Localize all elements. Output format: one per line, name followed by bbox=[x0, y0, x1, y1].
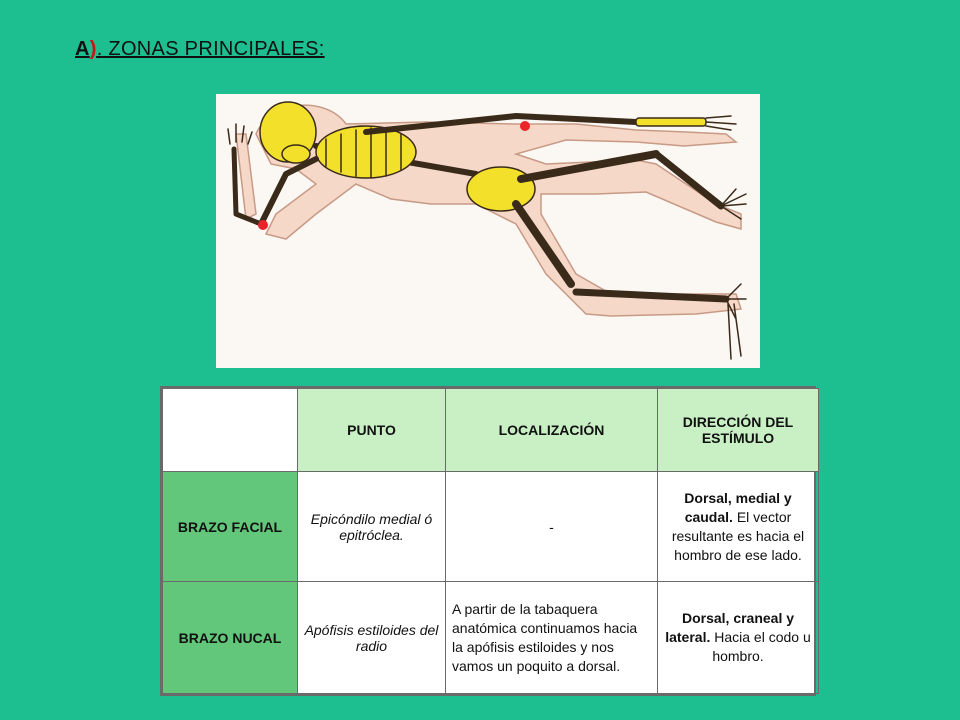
header-direccion: DIRECCIÓN DEL ESTÍMULO bbox=[658, 389, 819, 472]
cell-direccion: Dorsal, craneal y lateral. Hacia el codo u hombro. bbox=[658, 582, 819, 694]
cell-punto: Epicóndilo medial ó epitróclea. bbox=[298, 472, 446, 582]
header-corner bbox=[163, 389, 298, 472]
marker-brazo-facial bbox=[258, 220, 268, 230]
row-label: BRAZO NUCAL bbox=[163, 582, 298, 694]
skeleton-figure bbox=[216, 94, 760, 368]
skeleton-illustration bbox=[216, 94, 760, 368]
marker-brazo-nucal bbox=[520, 121, 530, 131]
header-punto: PUNTO bbox=[298, 389, 446, 472]
row-label: BRAZO FACIAL bbox=[163, 472, 298, 582]
title-text: . ZONAS PRINCIPALES: bbox=[96, 38, 325, 60]
header-localizacion: LOCALIZACIÓN bbox=[446, 389, 658, 472]
slide-title bbox=[75, 38, 325, 61]
title-prefix: A) bbox=[75, 38, 97, 60]
table-row bbox=[163, 582, 819, 694]
cell-localizacion: A partir de la tabaquera anatómica continuamos hacia la apófisis estiloides y nos vamos un poquito a dorsal. bbox=[446, 582, 658, 694]
cell-localizacion: - bbox=[446, 472, 658, 582]
points-table bbox=[160, 386, 816, 696]
table-row bbox=[163, 472, 819, 582]
cell-direccion: Dorsal, medial y caudal. El vector resultante es hacia el hombro de ese lado. bbox=[658, 472, 819, 582]
cell-punto: Apófisis estiloides del radio bbox=[298, 582, 446, 694]
table-header-row bbox=[163, 389, 819, 472]
